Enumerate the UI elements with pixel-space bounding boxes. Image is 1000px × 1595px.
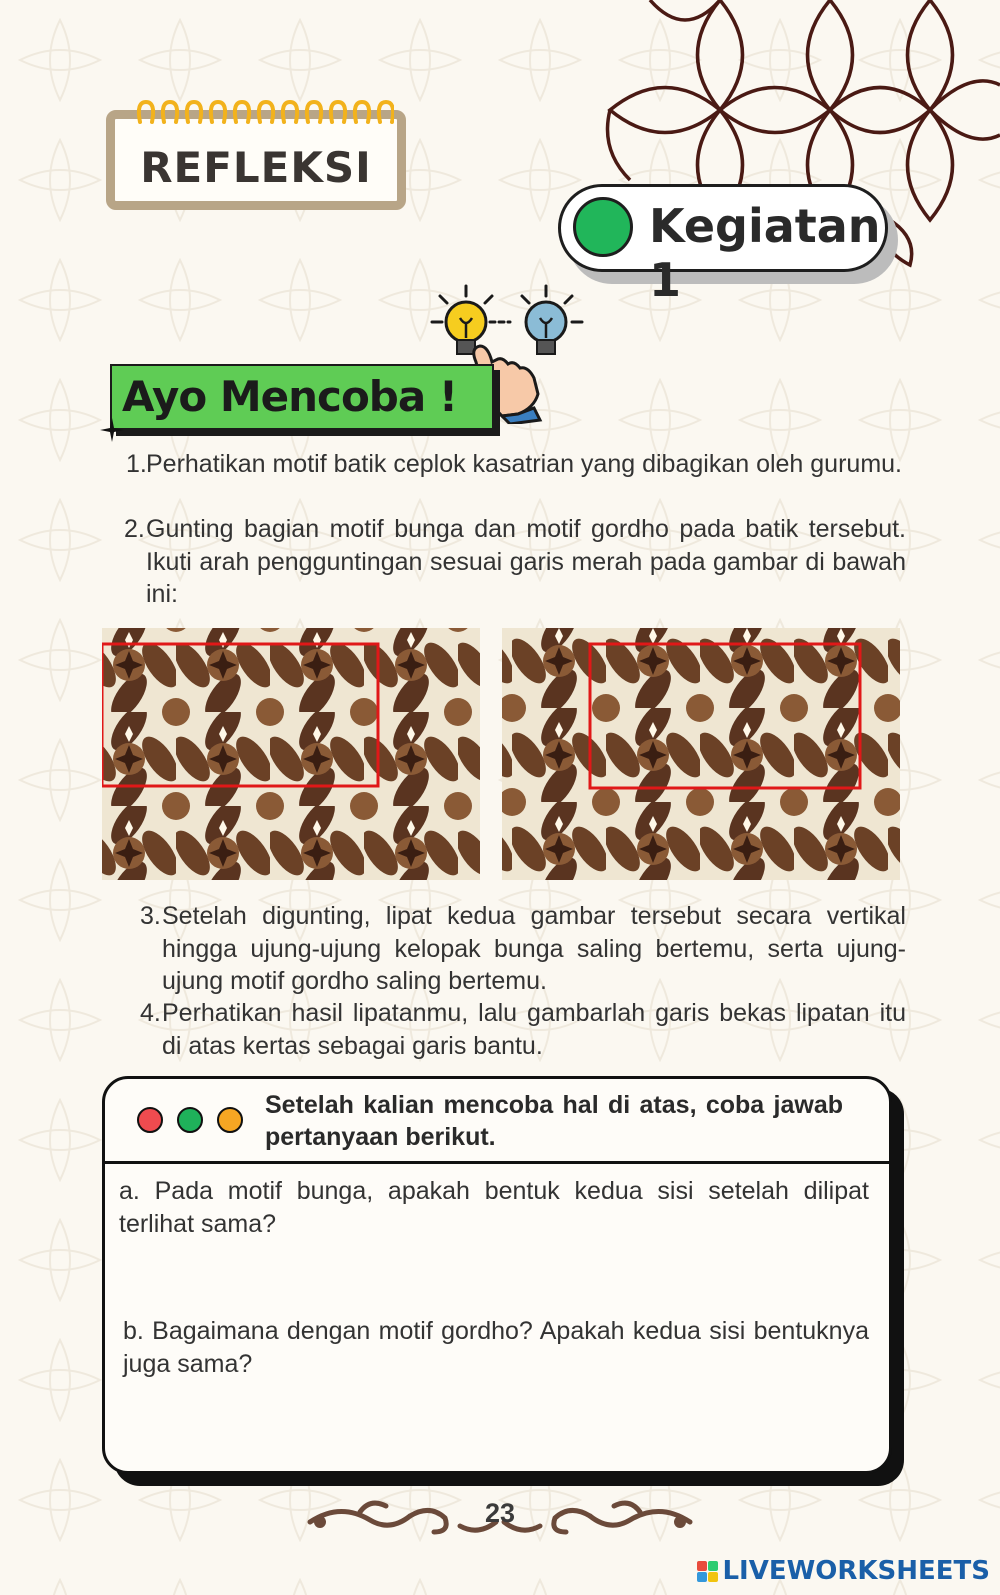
green-dot-icon [177,1107,203,1133]
question-box-heading: Setelah kalian mencoba hal di atas, coba jawab pertanyaan berikut. [265,1091,843,1151]
question-a: a. Pada motif bunga, apakah bentuk kedua sisi setelah dilipat terlihat sama? [119,1177,869,1238]
batik-image-gordho-motif [502,628,900,880]
batik-image-flower-motif [102,628,480,880]
step-1-text: Perhatikan motif batik ceplok kasatrian yang dibagikan oleh gurumu. [146,450,902,478]
step-3-number: 3. [140,902,161,930]
orange-dot-icon [217,1107,243,1133]
page-number: 23 [484,1498,516,1528]
sparkle-icon [100,418,124,442]
liveworksheets-logo-text: LIVEWORKSHEETS [722,1556,990,1586]
section-title: Ayo Mencoba ! [122,372,457,421]
liveworksheets-logo-icon [697,1561,718,1582]
question-box [102,1076,892,1474]
step-1-number: 1. [126,450,147,478]
red-dot-icon [137,1107,163,1133]
question-box-divider [105,1161,889,1164]
question-b: b. Bagaimana dengan motif gordho? Apakah kedua sisi bentuknya juga sama? [123,1317,869,1378]
spiral-binding-icon [134,96,394,132]
liveworksheets-logo [697,1556,990,1586]
kegiatan-badge [558,184,888,307]
step-4-text: Perhatikan hasil lipatanmu, lalu gambarlah garis bekas lipatan itu di atas kertas sebagai garis bantu. [162,999,906,1060]
refleksi-title: REFLEKSI [140,143,372,192]
step-2-text: Gunting bagian motif bunga dan motif gordho pada batik tersebut. Ikuti arah pengguntingan sesuai garis merah pada gambar di bawah ini: [146,515,906,608]
step-4-number: 4. [140,999,161,1027]
step-3-text: Setelah digunting, lipat kedua gambar tersebut secara vertikal hingga ujung-ujung kelopak bunga saling bertemu, serta ujung-ujung motif gordho saling bertemu. [162,902,906,995]
green-dot-icon [573,197,633,257]
kegiatan-label: Kegiatan 1 [649,199,881,307]
ayo-mencoba-banner [110,364,494,430]
step-2-number: 2. [124,515,145,543]
